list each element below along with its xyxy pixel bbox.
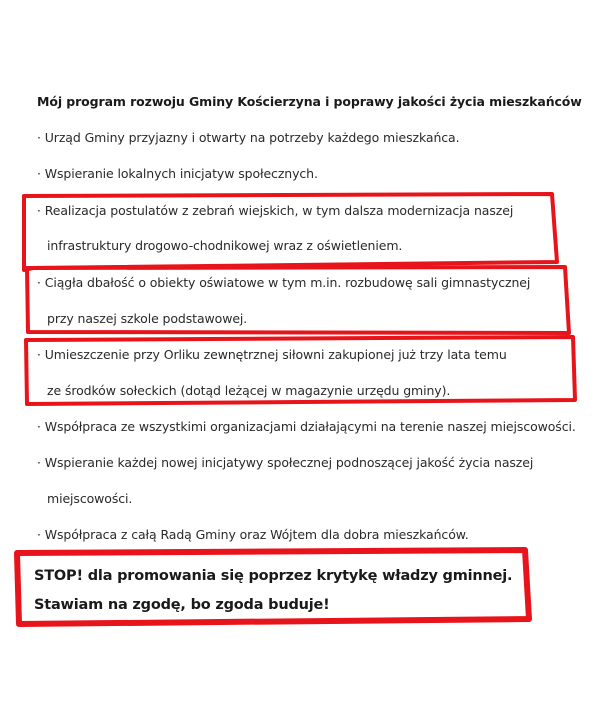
item-7-line-2: miejscowości. <box>47 491 133 506</box>
item-7-line-1: · Wspieranie każdej nowej inicjatywy społecznej podnoszącej jakość życia naszej <box>37 455 534 470</box>
item-5-line-2: ze środków sołeckich (dotąd leżącej w magazynie urzędu gminy). <box>47 383 451 398</box>
item-3-line-1: · Realizacja postulatów z zebrań wiejskich, w tym dalsza modernizacja naszej <box>37 203 514 218</box>
item-3-line-2: infrastruktury drogowo-chodnikowej wraz z oświetleniem. <box>47 238 403 253</box>
item-4-line-2: przy naszej szkole podstawowej. <box>47 311 248 326</box>
item-4-line-1: · Ciągła dbałość o obiekty oświatowe w tym m.in. rozbudowę sali gimnastycznej <box>37 275 531 290</box>
item-8-line-1: · Współpraca z całą Radą Gminy oraz Wójtem dla dobra mieszkańców. <box>37 527 469 542</box>
final-statement-line-1: STOP! dla promowania się poprzez krytykę władzy gminnej. <box>34 568 513 584</box>
item-6-line-1: · Współpraca ze wszystkimi organizacjami działającymi na terenie naszej miejscowości. <box>37 419 576 434</box>
program-heading: Mój program rozwoju Gminy Kościerzyna i poprawy jakości życia mieszkańców <box>37 94 582 109</box>
final-statement-line-2: Stawiam na zgodę, bo zgoda buduje! <box>34 597 330 613</box>
item-1-line-1: · Urząd Gminy przyjazny i otwarty na potrzeby każdego mieszkańca. <box>37 130 460 145</box>
item-5-line-1: · Umieszczenie przy Orliku zewnętrznej siłowni zakupionej już trzy lata temu <box>37 347 507 362</box>
item-2-line-1: · Wspieranie lokalnych inicjatyw społecznych. <box>37 166 318 181</box>
